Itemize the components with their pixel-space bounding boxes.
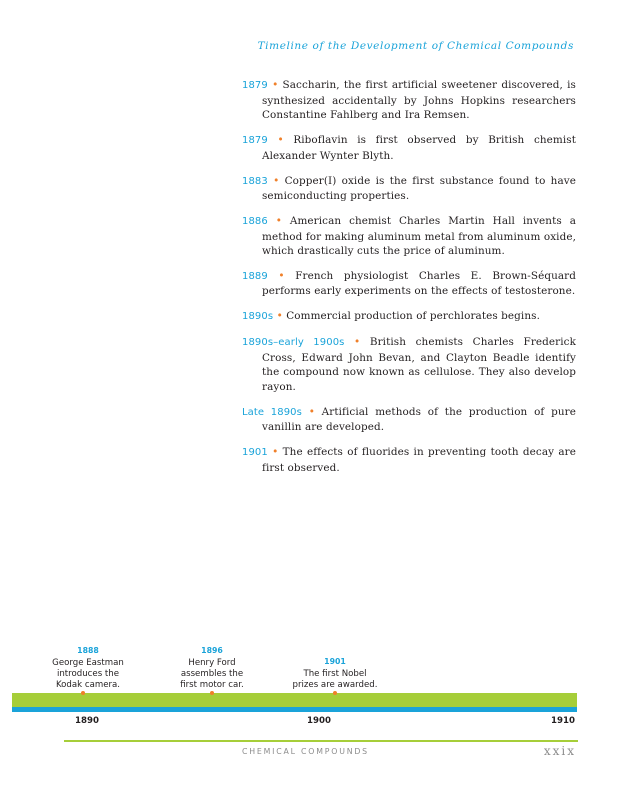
tick-label: 1890: [75, 716, 99, 726]
event-year: 1901: [324, 657, 346, 666]
event-text: introduces the: [56, 669, 120, 679]
timeline-entry: [242, 269, 576, 299]
entry-text: Copper(I) oxide is the first substance found to have semiconducting properties.: [262, 174, 576, 203]
bullet-dot: •: [344, 336, 370, 349]
timeline-entry: [242, 445, 576, 475]
entry-text: Saccharin, the first artificial sweetener discovered, is synthesized accidentally by Johns Hopkins researchers Constantine Fahlberg and Ira Remsen.: [262, 79, 576, 122]
bullet-dot: •: [267, 269, 296, 282]
entry-text: British chemists Charles Frederick Cross, Edward John Bevan, and Clayton Beadle identify the compound now known as cellulose. They also develop rayon.: [262, 336, 576, 393]
footer-book-title: CHEMICAL COMPOUNDS: [242, 747, 369, 756]
bullet-dot: •: [273, 310, 287, 323]
timeline-entry: [242, 405, 576, 435]
timeline-entry: [242, 133, 576, 163]
event-text: George Eastman: [52, 658, 124, 668]
timeline-entries: [242, 68, 576, 484]
bullet-dot: •: [267, 215, 290, 228]
event-text: assembles the: [180, 669, 244, 679]
entry-year: 1879: [242, 135, 268, 147]
bullet-dot: •: [301, 405, 322, 418]
event-year: 1888: [77, 646, 99, 655]
entry-year: 1889: [242, 270, 268, 282]
bullet-dot: •: [267, 174, 285, 187]
bullet-dot: •: [267, 79, 283, 92]
entry-year: 1901: [242, 447, 268, 459]
timeline-event-kodak: [43, 645, 133, 691]
footer-rule: [64, 740, 578, 742]
event-marker-dot: [81, 691, 85, 695]
event-text: The first Nobel: [303, 669, 367, 679]
entry-year: 1886: [242, 216, 268, 228]
entry-year: 1890s: [242, 311, 274, 323]
event-text: Kodak camera.: [55, 680, 121, 690]
timeline-entry: [242, 214, 576, 259]
event-year: 1896: [201, 646, 223, 655]
timeline-entry: [242, 335, 576, 394]
entry-text: The effects of fluorides in preventing tooth decay are first observed.: [262, 446, 576, 474]
timeline-bar-underline: [12, 707, 577, 712]
event-marker-dot: [210, 691, 214, 695]
entry-year: 1890s–early 1900s: [242, 337, 345, 349]
timeline-bar: [12, 693, 577, 707]
timeline-entry: [242, 174, 576, 204]
entry-year: 1879: [242, 80, 268, 92]
entry-text: French physiologist Charles E. Brown-Séquard performs early experiments on the effects of testosterone.: [262, 269, 576, 298]
entry-year: 1883: [242, 175, 268, 187]
timeline-entry: [242, 78, 576, 123]
event-text: Henry Ford: [188, 658, 236, 668]
tick-label: 1900: [307, 716, 331, 726]
entry-text: American chemist Charles Martin Hall invents a method for making aluminum metal from aluminum oxide, which drastically cuts the price of aluminum.: [262, 215, 576, 258]
entry-year: Late 1890s: [242, 406, 302, 418]
tick-label: 1910: [551, 716, 575, 726]
bullet-dot: •: [267, 134, 294, 147]
timeline-event-nobel: [290, 656, 380, 691]
bullet-dot: •: [267, 446, 283, 459]
event-text: prizes are awarded.: [292, 680, 378, 690]
event-text: first motor car.: [180, 680, 244, 690]
entry-text: Artificial methods of the production of pure vanillin are developed.: [262, 405, 576, 434]
timeline-event-ford: [167, 645, 257, 691]
entry-text: Riboflavin is first observed by British chemist Alexander Wynter Blyth.: [262, 134, 576, 162]
page-number: xxix: [543, 744, 576, 758]
event-marker-dot: [333, 691, 337, 695]
running-header-title: Timeline of the Development of Chemical Compounds: [257, 40, 574, 52]
entry-text: Commercial production of perchlorates begins.: [286, 310, 540, 323]
timeline-entry: [242, 309, 576, 325]
